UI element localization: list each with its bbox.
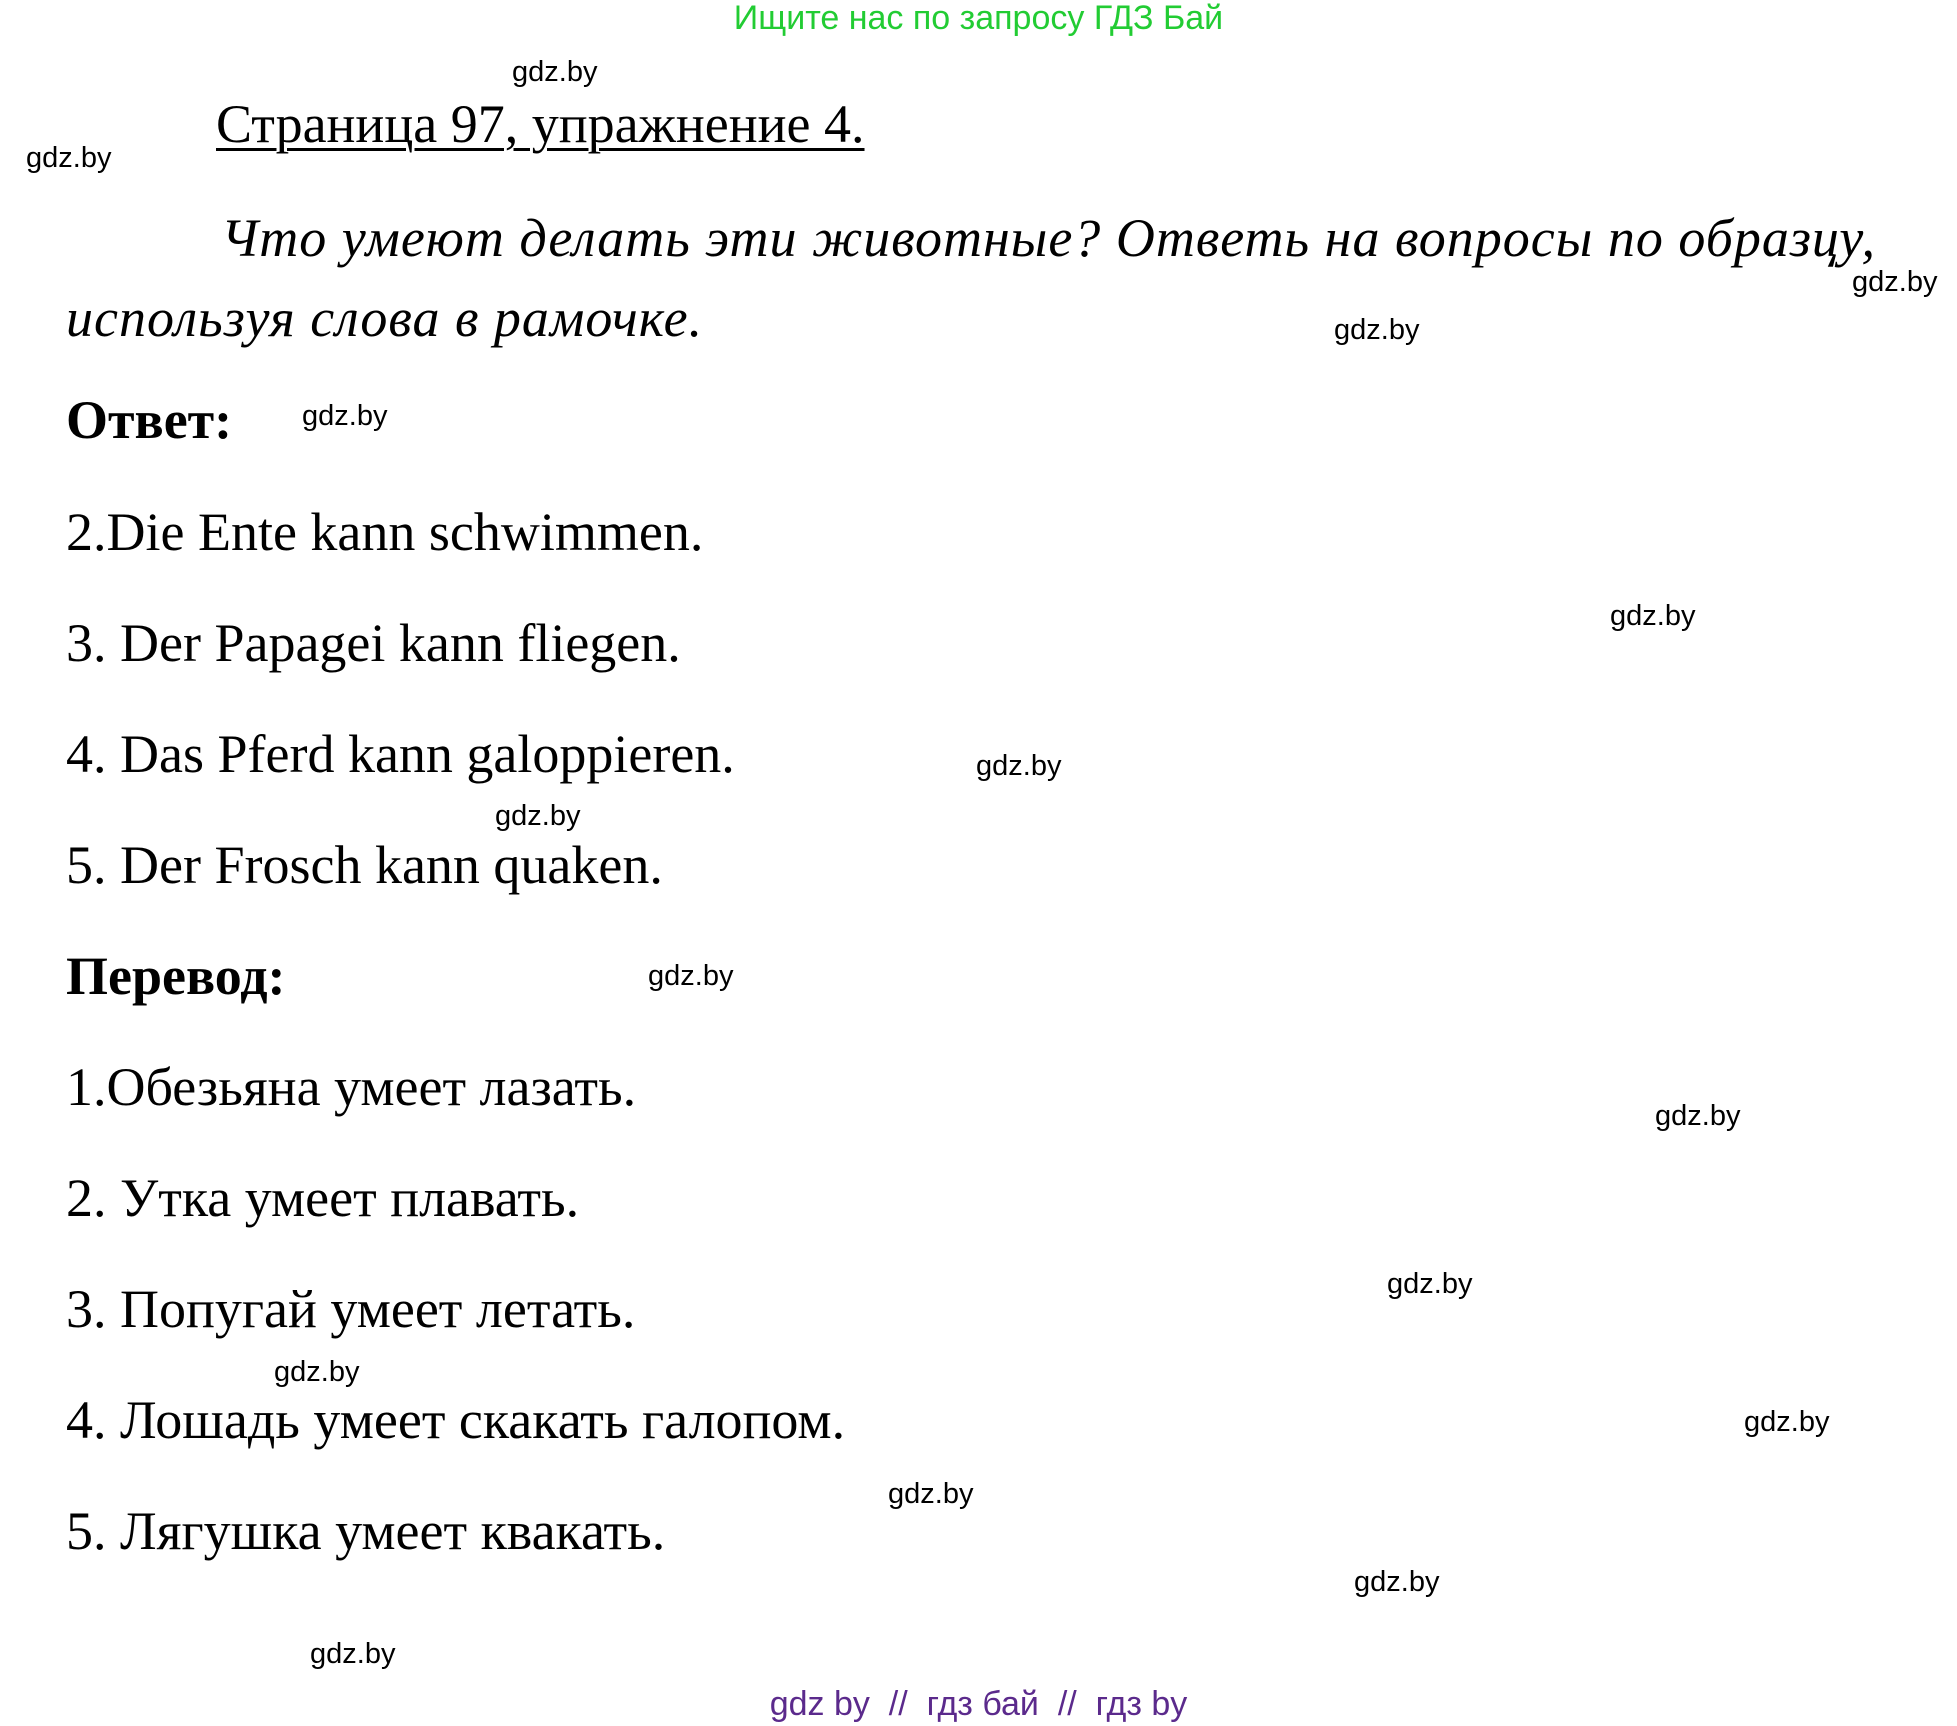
- watermark: gdz.by: [495, 800, 581, 832]
- translation-heading: Перевод:: [66, 946, 286, 1006]
- watermark: gdz.by: [888, 1478, 974, 1510]
- top-banner: Ищите нас по запросу ГДЗ Бай: [733, 0, 1224, 37]
- translation-line-4: 4. Лошадь умеет скакать галопом.: [66, 1390, 846, 1450]
- watermark: gdz.by: [976, 750, 1062, 782]
- task-instruction: Что умеют делать эти животные? Ответь на вопросы по образцу, используя слова в рамочке.: [66, 208, 1876, 348]
- answer-line-3: 4. Das Pferd kann galoppieren.: [66, 724, 735, 784]
- watermark: gdz.by: [1852, 266, 1938, 298]
- watermark: gdz.by: [302, 400, 388, 432]
- answer-line-2: 3. Der Papagei kann fliegen.: [66, 613, 681, 673]
- translation-line-3: 3. Попугай умеет летать.: [66, 1279, 636, 1339]
- watermark: gdz.by: [26, 142, 112, 174]
- watermark: gdz.by: [1354, 1566, 1440, 1598]
- watermark: gdz.by: [1387, 1268, 1473, 1300]
- watermark: gdz.by: [1744, 1406, 1830, 1438]
- watermark: gdz.by: [1655, 1100, 1741, 1132]
- footer-links: gdz by // гдз бай // гдз by: [769, 1685, 1188, 1723]
- watermark: gdz.by: [512, 56, 598, 88]
- answer-line-1: 2.Die Ente kann schwimmen.: [66, 502, 704, 562]
- watermark: gdz.by: [310, 1638, 396, 1670]
- watermark: gdz.by: [1334, 314, 1420, 346]
- answer-heading: Ответ:: [66, 390, 233, 450]
- translation-line-2: 2. Утка умеет плавать.: [66, 1168, 580, 1228]
- translation-line-1: 1.Обезьяна умеет лазать.: [66, 1057, 637, 1117]
- watermark: gdz.by: [274, 1356, 360, 1388]
- answer-line-4: 5. Der Frosch kann quaken.: [66, 835, 663, 895]
- page-title: Страница 97, упражнение 4.: [216, 94, 865, 154]
- watermark: gdz.by: [648, 960, 734, 992]
- translation-line-5: 5. Лягушка умеет квакать.: [66, 1501, 666, 1561]
- watermark: gdz.by: [1610, 600, 1696, 632]
